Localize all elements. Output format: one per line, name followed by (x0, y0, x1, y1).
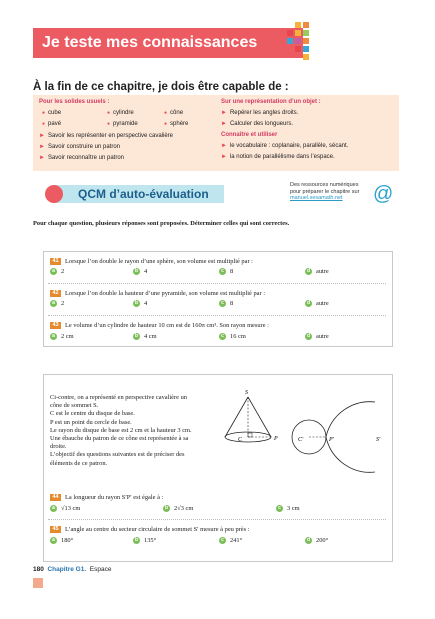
qcm-intro: Pour chaque question, plusieurs réponses sont proposées. Déterminer celles qui sont correctes. (33, 220, 290, 227)
skill-item: ► Savoir les représenter en perspective cavalière (39, 133, 174, 139)
solid-item: ● pavé (42, 121, 62, 127)
page-footer (33, 566, 111, 573)
objectives-title: À la fin de ce chapitre, je dois être capable de : (33, 81, 289, 93)
label-S-prime: S′ (376, 437, 381, 443)
option-41-a[interactable]: a 2 (50, 268, 64, 275)
option-45-a[interactable]: a 180° (50, 537, 73, 544)
option-43-b[interactable]: b 4 cm (134, 333, 157, 340)
option-42-a[interactable]: a 2 (50, 300, 64, 307)
skill-item: ► Calculer des longueurs. (221, 121, 293, 127)
resources-text: Des ressources numériques pour préparer le chapitre sur manuel.sesamath.net (290, 182, 360, 201)
option-45-c[interactable]: c 241° (219, 537, 242, 544)
question-42: 42 Lorsque l’on double la hauteur d’une pyramide, son volume est multiplié par : (50, 290, 265, 297)
question-number: 42 (50, 290, 61, 297)
option-44-b[interactable]: b 2√3 cm (164, 505, 194, 512)
question-number: 43 (50, 322, 61, 329)
cone-paragraph: Ci-contre, on a représenté en perspective cavalière un cône de sommet S. C est le centre du disque de base. P est un point du cercle de base. Le rayon du disque de base est 2 cm et la hauteur 3 cm. Une ébauche du patron de ce cône est représentée à sa droite. L’objectif des questions suivantes est de préciser des éléments de ce patron. (50, 394, 192, 467)
footer-square-icon (33, 578, 43, 588)
qcm-title: QCM d’auto-évaluation (78, 187, 209, 201)
decorative-squares-icon (285, 22, 313, 62)
question-41: 41 Lorsque l’on double le rayon d’une sphère, son volume est multiplié par : (50, 258, 253, 265)
option-44-a[interactable]: a √13 cm (50, 505, 80, 512)
skill-item: ► la notion de parallélisme dans l’espace. (221, 154, 335, 160)
solid-item: ● sphère (164, 121, 189, 127)
question-number: 41 (50, 258, 61, 265)
chapter-label: Chapitre G1. (47, 566, 87, 573)
option-45-b[interactable]: b 135° (134, 537, 157, 544)
solid-item: ● cylindre (107, 110, 134, 116)
page-title: Je teste mes connaissances (42, 34, 258, 51)
divider (48, 283, 386, 284)
page-number: 180 (33, 566, 44, 573)
section-label: Espace (89, 566, 112, 573)
option-42-c[interactable]: c 8 (219, 300, 233, 307)
solid-item: ● pyramide (107, 121, 138, 127)
cone-net-figure (285, 392, 390, 487)
question-number: 45 (50, 526, 61, 533)
objectives-right-heading2: Connaître et utiliser (221, 132, 278, 138)
solid-item: ● cône (164, 110, 184, 116)
option-43-a[interactable]: a 2 cm (50, 333, 74, 340)
label-P-prime: P′ (329, 437, 334, 443)
question-number: 44 (50, 494, 61, 501)
label-C: C (238, 437, 243, 443)
qcm-circle-icon (45, 185, 63, 203)
divider (48, 315, 386, 316)
cone-figure (215, 385, 285, 455)
skill-item: ► Repérer les angles droits. (221, 110, 299, 116)
option-44-c[interactable]: c 3 cm (276, 505, 300, 512)
skill-item: ► Savoir construire un patron (39, 144, 120, 150)
option-43-d[interactable]: d autre (306, 333, 329, 340)
question-44: 44 La longueur du rayon S′P′ est égale à : (50, 494, 163, 501)
question-43: 43 Le volume d’un cylindre de hauteur 10 cm est de 160π cm³. Son rayon mesure : (50, 322, 269, 329)
divider (48, 519, 386, 520)
option-42-d[interactable]: d autre (306, 300, 329, 307)
label-C-prime: C′ (298, 437, 304, 443)
solid-item: ● cube (42, 110, 62, 116)
at-sign-icon: @ (373, 183, 394, 205)
objectives-left-heading: Pour les solides usuels : (39, 99, 110, 105)
objectives-right-heading: Sur une représentation d’un objet : (221, 99, 321, 105)
option-41-d[interactable]: d autre (306, 268, 329, 275)
option-43-c[interactable]: c 16 cm (219, 333, 246, 340)
qcm-box-1 (43, 251, 393, 347)
question-45: 45 L’angle au centre du secteur circulaire de sommet S′ mesure à peu près : (50, 526, 249, 533)
option-41-b[interactable]: b 4 (134, 268, 148, 275)
resources-link[interactable]: manuel.sesamath.net (290, 195, 343, 201)
option-45-d[interactable]: d 200° (306, 537, 329, 544)
label-P: P (274, 436, 278, 442)
skill-item: ► le vocabulaire : coplanaire, parallèle, sécant. (221, 143, 349, 149)
label-S: S (245, 390, 248, 396)
option-41-c[interactable]: c 8 (219, 268, 233, 275)
skill-item: ► Savoir reconnaître un patron (39, 155, 124, 161)
option-42-b[interactable]: b 4 (134, 300, 148, 307)
